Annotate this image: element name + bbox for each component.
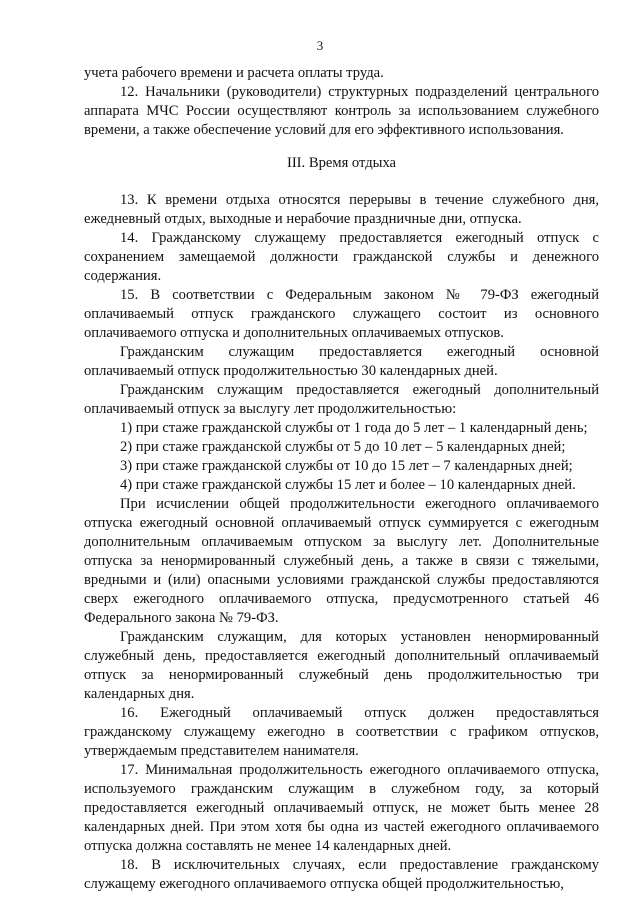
paragraph-15-irregular-day: Гражданским служащим, для которых установлен ненормированный служебный день, предоставляется ежегодный дополнительный оплачиваемый отпуск за ненормированный служебный день продолжительностью три календарных дня. — [84, 629, 599, 702]
list-item-seniority-4: 4) при стаже гражданской службы 15 лет и более – 10 календарных дней. — [120, 477, 576, 493]
list-item-seniority-2: 2) при стаже гражданской службы от 5 до 10 лет – 5 календарных дней; — [120, 439, 566, 455]
paragraph-14: 14. Гражданскому служащему предоставляется ежегодный отпуск с сохранением замещаемой должности гражданской службы и денежного содержания. — [84, 230, 599, 284]
paragraph-15-basic-leave: Гражданским служащим предоставляется ежегодный основной оплачиваемый отпуск продолжительностью 30 календарных дней. — [84, 344, 599, 379]
list-item-seniority-1: 1) при стаже гражданской службы от 1 года до 5 лет – 1 календарный день; — [120, 420, 588, 436]
paragraph-17: 17. Минимальная продолжительность ежегодного оплачиваемого отпуска, используемого гражданским служащим в служебном году, за который предоставляется ежегодный оплачиваемый отпуск, не может быть менее 28 календарных дней. При этом хотя бы одна из частей ежегодного оплачиваемого отпуска должна составлять не менее 14 календарных дней. — [84, 762, 599, 854]
paragraph-18: 18. В исключительных случаях, если предоставление гражданскому служащему ежегодного оплачиваемого отпуска общей продолжительностью, — [84, 857, 599, 892]
paragraph-13: 13. К времени отдыха относятся перерывы в течение служебного дня, ежедневный отдых, выходные и нерабочие праздничные дни, отпуска. — [84, 192, 599, 227]
section-title: III. Время отдыха — [286, 155, 397, 171]
page-number: 3 — [316, 38, 324, 53]
paragraph-15-seniority-leave: Гражданским служащим предоставляется ежегодный дополнительный оплачиваемый отпуск за выслугу лет продолжительностью: — [84, 382, 599, 417]
list-item-seniority-3: 3) при стаже гражданской службы от 10 до 15 лет – 7 календарных дней; — [120, 458, 573, 474]
paragraph-16: 16. Ежегодный оплачиваемый отпуск должен предоставляться гражданскому служащему ежегодно в соответствии с графиком отпусков, утверждаемым представителем нанимателя. — [84, 705, 599, 759]
paragraph-15: 15. В соответствии с Федеральным законом № 79-ФЗ ежегодный оплачиваемый отпуск гражданского служащего состоит из основного оплачиваемого отпуска и дополнительных оплачиваемых отпусков. — [84, 287, 599, 341]
paragraph-continuation: учета рабочего времени и расчета оплаты труда. — [84, 65, 384, 81]
paragraph-12: 12. Начальники (руководители) структурных подразделений центрального аппарата МЧС России осуществляют контроль за использованием служебного времени, а также обеспечение условий для его эффективного использования. — [84, 84, 599, 138]
paragraph-15-calculation: При исчислении общей продолжительности ежегодного оплачиваемого отпуска ежегодный основной оплачиваемый отпуск суммируется с ежегодным дополнительным оплачиваемым отпуском за выслугу лет. Дополнительные отпуска за ненормированный служебный день, а также в связи с тяжелыми, вредными и (или) опасными условиями гражданской службы предоставляются сверх ежегодного оплачиваемого отпуска, предусмотренного статьей 46 Федерального закона № 79-ФЗ. — [84, 496, 599, 626]
document-body — [84, 64, 599, 894]
